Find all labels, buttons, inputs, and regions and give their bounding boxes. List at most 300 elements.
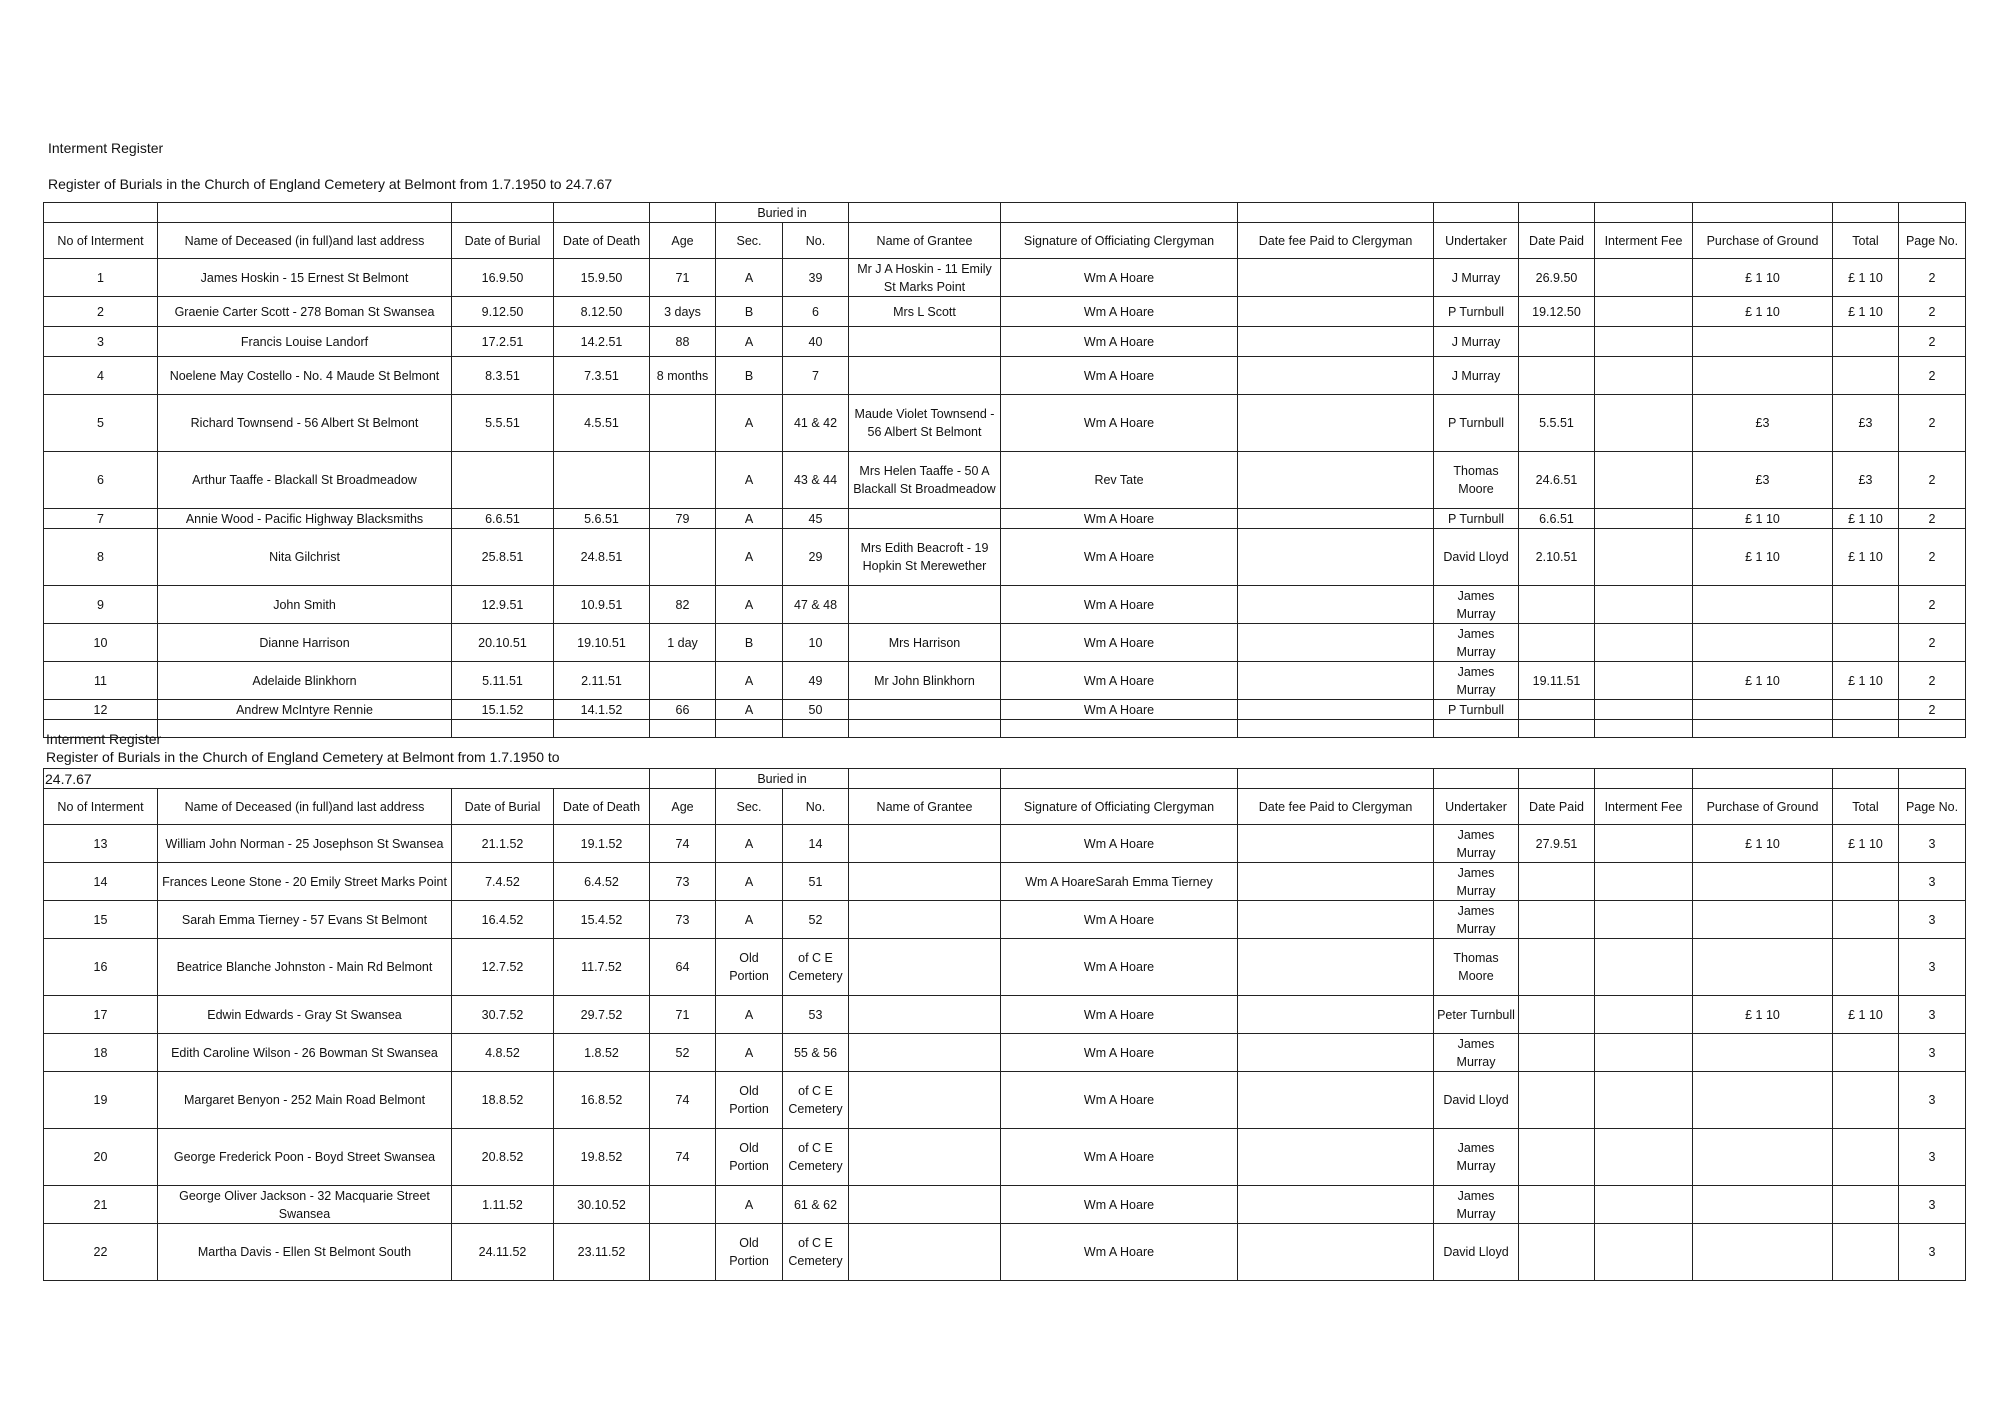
cell-grave-no: 6: [783, 297, 849, 327]
table-row: [44, 720, 1966, 738]
cell-interment-no: 12: [44, 700, 158, 720]
cell-officiating-clergyman: Wm A Hoare: [1001, 624, 1238, 662]
header-grantee: Name of Grantee: [849, 789, 1001, 825]
cell-deceased-name-address: Nita Gilchrist: [158, 529, 452, 586]
cell-purchase-of-ground: [1693, 1072, 1833, 1129]
cell-deceased-name-address: George Frederick Poon - Boyd Street Swansea: [158, 1129, 452, 1186]
blank-cell: [1434, 769, 1519, 789]
cell-date-paid: [1519, 1186, 1595, 1224]
cell-undertaker: P Turnbull: [1434, 395, 1519, 452]
blank-cell: [1595, 769, 1693, 789]
cell-date-fee-paid: [1238, 452, 1434, 509]
cell-date-of-death: 19.1.52: [554, 825, 650, 863]
column-header-row: [44, 789, 1966, 825]
header-date-of-burial: Date of Burial: [452, 223, 554, 259]
cell-grantee: [849, 509, 1001, 529]
cell-age: [650, 720, 716, 738]
blank-cell: [1899, 203, 1966, 223]
blank-cell: [1519, 203, 1595, 223]
header-interment-fee: Interment Fee: [1595, 789, 1693, 825]
cell-interment-fee: [1595, 452, 1693, 509]
blank-cell: [1238, 769, 1434, 789]
cell-grantee: [849, 825, 1001, 863]
cell-total: £ 1 10: [1833, 996, 1899, 1034]
cell-deceased-name-address: Graenie Carter Scott - 278 Boman St Swansea: [158, 297, 452, 327]
cell-date-paid: 26.9.50: [1519, 259, 1595, 297]
buried-in-header: Buried in: [716, 203, 849, 223]
cell-deceased-name-address: Edwin Edwards - Gray St Swansea: [158, 996, 452, 1034]
cell-section: A: [716, 1186, 783, 1224]
cell-interment-fee: [1595, 509, 1693, 529]
cell-grantee: [849, 720, 1001, 738]
cell-interment-no: 21: [44, 1186, 158, 1224]
cell-date-fee-paid: [1238, 901, 1434, 939]
cell-interment-no: 11: [44, 662, 158, 700]
cell-date-of-death: [554, 720, 650, 738]
cell-date-of-death: 23.11.52: [554, 1224, 650, 1281]
cell-officiating-clergyman: Rev Tate: [1001, 452, 1238, 509]
cell-deceased-name-address: Andrew McIntyre Rennie: [158, 700, 452, 720]
cell-total: [1833, 327, 1899, 357]
cell-interment-fee: [1595, 720, 1693, 738]
header-interment-no: No of Interment: [44, 223, 158, 259]
cell-grantee: [849, 1186, 1001, 1224]
blank-cell: [1519, 769, 1595, 789]
cell-officiating-clergyman: Wm A Hoare: [1001, 996, 1238, 1034]
cell-page-no: 3: [1899, 825, 1966, 863]
header-interment-fee: Interment Fee: [1595, 223, 1693, 259]
cell-deceased-name-address: Adelaide Blinkhorn: [158, 662, 452, 700]
cell-purchase-of-ground: [1693, 1186, 1833, 1224]
blank-cell: [554, 203, 650, 223]
cell-page-no: 3: [1899, 1186, 1966, 1224]
cell-date-of-burial: 5.5.51: [452, 395, 554, 452]
cell-undertaker: Peter Turnbull: [1434, 996, 1519, 1034]
cell-page-no: 2: [1899, 297, 1966, 327]
cell-grantee: Mrs L Scott: [849, 297, 1001, 327]
cell-date-of-death: 15.9.50: [554, 259, 650, 297]
cell-date-paid: [1519, 1129, 1595, 1186]
cell-grantee: [849, 1034, 1001, 1072]
cell-deceased-name-address: Dianne Harrison: [158, 624, 452, 662]
cell-interment-no: 19: [44, 1072, 158, 1129]
cell-grave-no: 41 & 42: [783, 395, 849, 452]
header-total: Total: [1833, 789, 1899, 825]
cell-date-fee-paid: [1238, 939, 1434, 996]
header-officiating-clergyman: Signature of Officiating Clergyman: [1001, 223, 1238, 259]
cell-section: B: [716, 624, 783, 662]
cell-deceased-name-address: Richard Townsend - 56 Albert St Belmont: [158, 395, 452, 452]
cell-total: £3: [1833, 452, 1899, 509]
cell-page-no: 3: [1899, 863, 1966, 901]
cell-interment-no: 16: [44, 939, 158, 996]
header-deceased-name-address: Name of Deceased (in full)and last address: [158, 223, 452, 259]
cell-section: A: [716, 529, 783, 586]
cell-age: 73: [650, 863, 716, 901]
cell-page-no: [1899, 720, 1966, 738]
cell-grave-no: [783, 720, 849, 738]
cell-officiating-clergyman: Wm A Hoare: [1001, 1186, 1238, 1224]
cell-grantee: [849, 327, 1001, 357]
cell-date-paid: [1519, 624, 1595, 662]
table-row: [44, 1072, 1966, 1129]
cell-undertaker: James Murray: [1434, 1129, 1519, 1186]
cell-purchase-of-ground: [1693, 586, 1833, 624]
cell-interment-fee: [1595, 586, 1693, 624]
cell-date-fee-paid: [1238, 1186, 1434, 1224]
cell-interment-fee: [1595, 259, 1693, 297]
cell-date-paid: [1519, 1072, 1595, 1129]
cell-page-no: 3: [1899, 996, 1966, 1034]
cell-age: 82: [650, 586, 716, 624]
cell-total: £ 1 10: [1833, 509, 1899, 529]
cell-interment-fee: [1595, 395, 1693, 452]
cell-interment-fee: [1595, 1129, 1693, 1186]
cell-purchase-of-ground: [1693, 700, 1833, 720]
cell-section: Old Portion: [716, 1129, 783, 1186]
cell-total: [1833, 357, 1899, 395]
cell-purchase-of-ground: £ 1 10: [1693, 509, 1833, 529]
cell-grantee: Mrs Harrison: [849, 624, 1001, 662]
cell-page-no: 2: [1899, 327, 1966, 357]
cell-page-no: 3: [1899, 1034, 1966, 1072]
table-row: [44, 357, 1966, 395]
cell-age: [650, 662, 716, 700]
cell-interment-fee: [1595, 863, 1693, 901]
blank-cell: [1595, 203, 1693, 223]
cell-date-paid: 2.10.51: [1519, 529, 1595, 586]
cell-date-of-death: 10.9.51: [554, 586, 650, 624]
cell-officiating-clergyman: Wm A Hoare: [1001, 1072, 1238, 1129]
cell-officiating-clergyman: Wm A Hoare: [1001, 509, 1238, 529]
cell-date-paid: [1519, 939, 1595, 996]
cell-total: [1833, 939, 1899, 996]
cell-grantee: [849, 939, 1001, 996]
table-row: [44, 662, 1966, 700]
header-date-of-burial: Date of Burial: [452, 789, 554, 825]
cell-purchase-of-ground: [1693, 357, 1833, 395]
cell-grave-no: 50: [783, 700, 849, 720]
table-row: [44, 624, 1966, 662]
cell-interment-no: 18: [44, 1034, 158, 1072]
table-row: [44, 996, 1966, 1034]
cell-officiating-clergyman: Wm A HoareSarah Emma Tierney: [1001, 863, 1238, 901]
cell-section: A: [716, 662, 783, 700]
cell-date-paid: [1519, 720, 1595, 738]
cell-purchase-of-ground: £ 1 10: [1693, 662, 1833, 700]
cell-date-of-death: 4.5.51: [554, 395, 650, 452]
cell-undertaker: J Murray: [1434, 259, 1519, 297]
cell-officiating-clergyman: Wm A Hoare: [1001, 662, 1238, 700]
table-row: [44, 1129, 1966, 1186]
cell-page-no: 2: [1899, 529, 1966, 586]
cell-purchase-of-ground: £ 1 10: [1693, 297, 1833, 327]
cell-date-of-burial: 18.8.52: [452, 1072, 554, 1129]
cell-deceased-name-address: George Oliver Jackson - 32 Macquarie Street Swansea: [158, 1186, 452, 1224]
cell-date-of-burial: 15.1.52: [452, 700, 554, 720]
cell-grantee: [849, 1072, 1001, 1129]
cell-page-no: 2: [1899, 357, 1966, 395]
cell-section: A: [716, 863, 783, 901]
cell-date-of-burial: [452, 720, 554, 738]
cell-age: [650, 529, 716, 586]
cell-date-paid: [1519, 863, 1595, 901]
cell-undertaker: P Turnbull: [1434, 297, 1519, 327]
cell-deceased-name-address: Frances Leone Stone - 20 Emily Street Marks Point: [158, 863, 452, 901]
cell-purchase-of-ground: £ 1 10: [1693, 825, 1833, 863]
header-purchase-of-ground: Purchase of Ground: [1693, 789, 1833, 825]
cell-deceased-name-address: James Hoskin - 15 Ernest St Belmont: [158, 259, 452, 297]
cell-total: £ 1 10: [1833, 259, 1899, 297]
cell-page-no: 3: [1899, 1129, 1966, 1186]
blank-cell: [44, 203, 158, 223]
cell-undertaker: David Lloyd: [1434, 1072, 1519, 1129]
header-date-of-death: Date of Death: [554, 223, 650, 259]
cell-interment-fee: [1595, 327, 1693, 357]
cell-age: 73: [650, 901, 716, 939]
header-officiating-clergyman: Signature of Officiating Clergyman: [1001, 789, 1238, 825]
cell-date-fee-paid: [1238, 529, 1434, 586]
cell-interment-fee: [1595, 901, 1693, 939]
cell-undertaker: J Murray: [1434, 327, 1519, 357]
cell-purchase-of-ground: [1693, 720, 1833, 738]
cell-section: A: [716, 259, 783, 297]
cell-officiating-clergyman: Wm A Hoare: [1001, 1224, 1238, 1281]
cell-date-of-burial: 20.8.52: [452, 1129, 554, 1186]
cell-purchase-of-ground: £ 1 10: [1693, 996, 1833, 1034]
cell-grantee: [849, 996, 1001, 1034]
cell-grave-no: of C E Cemetery: [783, 939, 849, 996]
cell-age: 66: [650, 700, 716, 720]
cell-page-no: 2: [1899, 395, 1966, 452]
cell-page-no: 3: [1899, 939, 1966, 996]
cell-officiating-clergyman: Wm A Hoare: [1001, 259, 1238, 297]
cell-section: A: [716, 586, 783, 624]
cell-undertaker: J Murray: [1434, 357, 1519, 395]
cell-purchase-of-ground: £3: [1693, 452, 1833, 509]
cell-age: [650, 452, 716, 509]
cell-age: [650, 1224, 716, 1281]
blank-cell: [1899, 769, 1966, 789]
cell-section: A: [716, 1034, 783, 1072]
cell-date-fee-paid: [1238, 1224, 1434, 1281]
blank-cell: [1833, 203, 1899, 223]
cell-total: [1833, 863, 1899, 901]
cell-total: [1833, 1034, 1899, 1072]
cell-date-paid: 19.11.51: [1519, 662, 1595, 700]
header-date-of-death: Date of Death: [554, 789, 650, 825]
cell-total: [1833, 624, 1899, 662]
cell-grave-no: 43 & 44: [783, 452, 849, 509]
cell-date-of-death: 5.6.51: [554, 509, 650, 529]
cell-age: 74: [650, 1129, 716, 1186]
table-row: [44, 395, 1966, 452]
cell-age: 1 day: [650, 624, 716, 662]
cell-interment-no: 13: [44, 825, 158, 863]
cell-officiating-clergyman: Wm A Hoare: [1001, 357, 1238, 395]
cell-section: A: [716, 395, 783, 452]
header-date-paid: Date Paid: [1519, 223, 1595, 259]
cell-date-of-burial: 4.8.52: [452, 1034, 554, 1072]
blank-cell: [158, 203, 452, 223]
cell-grantee: Mr J A Hoskin - 11 Emily St Marks Point: [849, 259, 1001, 297]
header-total: Total: [1833, 223, 1899, 259]
cell-age: 3 days: [650, 297, 716, 327]
cell-interment-fee: [1595, 357, 1693, 395]
cell-page-no: 2: [1899, 452, 1966, 509]
cell-date-fee-paid: [1238, 509, 1434, 529]
cell-grantee: [849, 586, 1001, 624]
blank-cell: [650, 769, 716, 789]
table-row: [44, 297, 1966, 327]
cell-deceased-name-address: Beatrice Blanche Johnston - Main Rd Belmont: [158, 939, 452, 996]
header-undertaker: Undertaker: [1434, 789, 1519, 825]
cell-page-no: 3: [1899, 1224, 1966, 1281]
cell-date-fee-paid: [1238, 1072, 1434, 1129]
cell-undertaker: James Murray: [1434, 825, 1519, 863]
table-row: [44, 327, 1966, 357]
cell-total: [1833, 720, 1899, 738]
cell-date-paid: [1519, 357, 1595, 395]
cell-officiating-clergyman: Wm A Hoare: [1001, 939, 1238, 996]
cell-page-no: 2: [1899, 259, 1966, 297]
header-grantee: Name of Grantee: [849, 223, 1001, 259]
cell-date-fee-paid: [1238, 700, 1434, 720]
cell-grantee: Mr John Blinkhorn: [849, 662, 1001, 700]
cell-section: A: [716, 996, 783, 1034]
cell-grantee: [849, 901, 1001, 939]
cell-grave-no: 55 & 56: [783, 1034, 849, 1072]
cell-date-paid: [1519, 327, 1595, 357]
cell-date-of-burial: 12.7.52: [452, 939, 554, 996]
cell-interment-fee: [1595, 529, 1693, 586]
cell-date-of-burial: [452, 452, 554, 509]
cell-grantee: Maude Violet Townsend - 56 Albert St Belmont: [849, 395, 1001, 452]
column-header-row: [44, 223, 1966, 259]
cell-date-of-death: [554, 452, 650, 509]
cell-interment-no: 5: [44, 395, 158, 452]
cell-interment-fee: [1595, 1072, 1693, 1129]
cell-section: A: [716, 509, 783, 529]
table-row: [44, 509, 1966, 529]
cell-deceased-name-address: John Smith: [158, 586, 452, 624]
blank-cell: [650, 203, 716, 223]
cell-date-of-burial: 24.11.52: [452, 1224, 554, 1281]
header-purchase-of-ground: Purchase of Ground: [1693, 223, 1833, 259]
cell-deceased-name-address: [158, 720, 452, 738]
cell-date-of-burial: 12.9.51: [452, 586, 554, 624]
cell-page-no: 2: [1899, 662, 1966, 700]
header-grave-no: No.: [783, 789, 849, 825]
header-section: Sec.: [716, 789, 783, 825]
cell-grave-no: of C E Cemetery: [783, 1224, 849, 1281]
cell-date-of-death: 8.12.50: [554, 297, 650, 327]
cell-date-of-burial: 9.12.50: [452, 297, 554, 327]
cell-date-of-death: 29.7.52: [554, 996, 650, 1034]
cell-date-fee-paid: [1238, 662, 1434, 700]
cell-interment-no: 14: [44, 863, 158, 901]
header-grave-no: No.: [783, 223, 849, 259]
cell-officiating-clergyman: Wm A Hoare: [1001, 825, 1238, 863]
register-title-2: Interment Register: [46, 731, 162, 747]
cell-date-paid: 27.9.51: [1519, 825, 1595, 863]
cell-date-of-burial: 20.10.51: [452, 624, 554, 662]
cell-undertaker: James Murray: [1434, 662, 1519, 700]
cell-interment-no: 22: [44, 1224, 158, 1281]
cell-grantee: [849, 700, 1001, 720]
cell-officiating-clergyman: Wm A Hoare: [1001, 586, 1238, 624]
cell-date-fee-paid: [1238, 863, 1434, 901]
cell-undertaker: Thomas Moore: [1434, 452, 1519, 509]
cell-deceased-name-address: Margaret Benyon - 252 Main Road Belmont: [158, 1072, 452, 1129]
header-page-no: Page No.: [1899, 789, 1966, 825]
burial-register-table-1: [43, 202, 1966, 738]
cell-purchase-of-ground: [1693, 624, 1833, 662]
cell-page-no: 2: [1899, 700, 1966, 720]
cell-undertaker: P Turnbull: [1434, 509, 1519, 529]
cell-date-of-death: 14.1.52: [554, 700, 650, 720]
cell-date-of-burial: 8.3.51: [452, 357, 554, 395]
cell-undertaker: [1434, 720, 1519, 738]
cell-date-of-burial: 1.11.52: [452, 1186, 554, 1224]
cell-interment-no: 4: [44, 357, 158, 395]
cell-officiating-clergyman: Wm A Hoare: [1001, 395, 1238, 452]
cell-total: £ 1 10: [1833, 529, 1899, 586]
blank-cell: [1693, 769, 1833, 789]
cell-date-fee-paid: [1238, 825, 1434, 863]
header-age: Age: [650, 789, 716, 825]
cell-date-of-death: 2.11.51: [554, 662, 650, 700]
cell-date-fee-paid: [1238, 720, 1434, 738]
header-section: Sec.: [716, 223, 783, 259]
cell-grave-no: 10: [783, 624, 849, 662]
header-date-paid: Date Paid: [1519, 789, 1595, 825]
cell-date-of-death: 11.7.52: [554, 939, 650, 996]
cell-age: [650, 395, 716, 452]
cell-purchase-of-ground: [1693, 1224, 1833, 1281]
cell-grave-no: 39: [783, 259, 849, 297]
cell-date-of-burial: 25.8.51: [452, 529, 554, 586]
cell-total: [1833, 586, 1899, 624]
cell-total: £3: [1833, 395, 1899, 452]
cell-grantee: [849, 1129, 1001, 1186]
cell-date-fee-paid: [1238, 327, 1434, 357]
cell-interment-fee: [1595, 297, 1693, 327]
buried-in-header: Buried in: [716, 769, 849, 789]
cell-page-no: 2: [1899, 624, 1966, 662]
cell-officiating-clergyman: Wm A Hoare: [1001, 297, 1238, 327]
group-header-row: [44, 203, 1966, 223]
cell-age: 79: [650, 509, 716, 529]
cell-date-of-burial: 7.4.52: [452, 863, 554, 901]
cell-section: A: [716, 452, 783, 509]
table-row: [44, 1224, 1966, 1281]
cell-interment-fee: [1595, 1186, 1693, 1224]
cell-interment-no: 6: [44, 452, 158, 509]
cell-age: 88: [650, 327, 716, 357]
header-deceased-name-address: Name of Deceased (in full)and last address: [158, 789, 452, 825]
cell-age: 71: [650, 259, 716, 297]
cell-date-paid: [1519, 586, 1595, 624]
cell-grantee: [849, 357, 1001, 395]
cell-grave-no: 53: [783, 996, 849, 1034]
cell-deceased-name-address: Edith Caroline Wilson - 26 Bowman St Swansea: [158, 1034, 452, 1072]
blank-cell: [1833, 769, 1899, 789]
cell-total: [1833, 1072, 1899, 1129]
cell-date-paid: [1519, 1034, 1595, 1072]
cell-undertaker: James Murray: [1434, 863, 1519, 901]
cell-purchase-of-ground: [1693, 901, 1833, 939]
